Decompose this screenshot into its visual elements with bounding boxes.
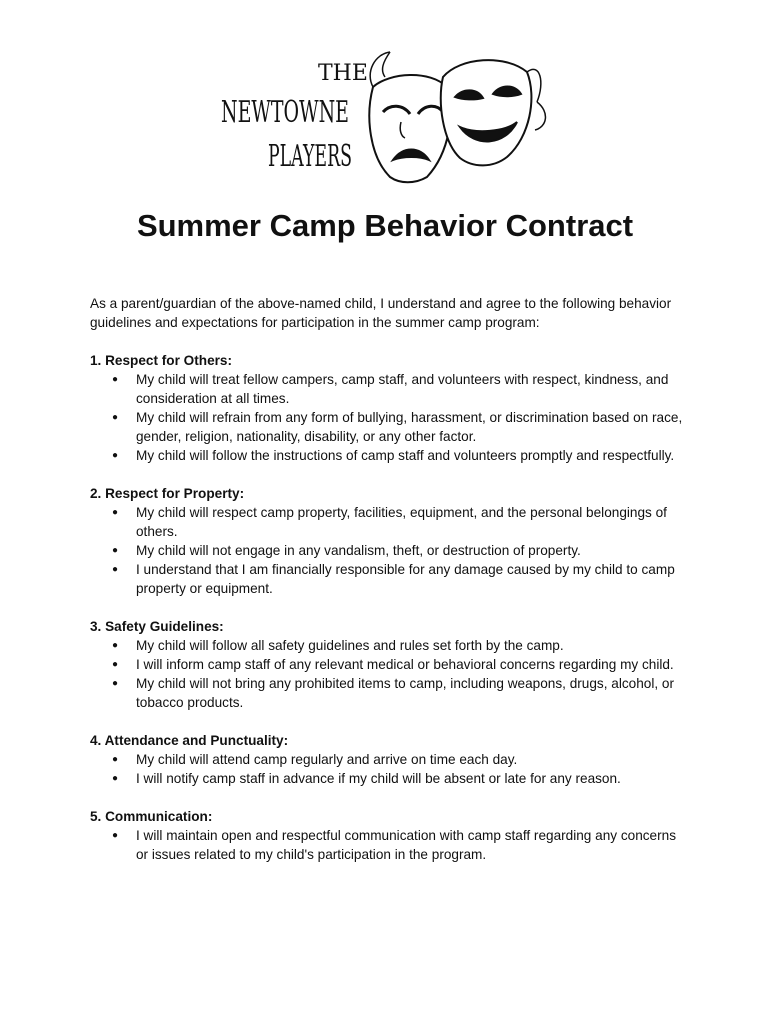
bullet-icon: ● <box>112 678 119 689</box>
list-item-text: My child will refrain from any form of bullying, harassment, or discrimination based on race, gender, religion, nationality, disability, or any other factor. <box>136 410 683 444</box>
section-attendance-punctuality <box>90 731 690 788</box>
tragedy-mask-icon <box>369 52 450 182</box>
list-item <box>90 655 690 674</box>
bullet-icon: ● <box>112 640 119 651</box>
section-heading: 2. Respect for Property: <box>90 486 245 501</box>
bullet-icon: ● <box>112 507 119 518</box>
comedy-mask-icon <box>441 60 546 165</box>
section-heading: 1. Respect for Others: <box>90 353 233 368</box>
list-item <box>90 769 690 788</box>
bullet-icon: ● <box>112 773 119 784</box>
list-item-text: My child will follow all safety guidelines and rules set forth by the camp. <box>136 638 564 653</box>
bullet-list <box>90 826 690 864</box>
list-item-text: My child will attend camp regularly and arrive on time each day. <box>136 752 518 767</box>
bullet-icon: ● <box>112 564 119 575</box>
bullet-list <box>90 503 690 598</box>
list-item <box>90 674 690 712</box>
list-item <box>90 826 690 864</box>
list-item-text: My child will not engage in any vandalism, theft, or destruction of property. <box>136 543 581 558</box>
list-item-text: My child will respect camp property, facilities, equipment, and the personal belongings of others. <box>136 505 667 539</box>
section-safety-guidelines <box>90 617 690 712</box>
list-item-text: My child will follow the instructions of camp staff and volunteers promptly and respectfully. <box>136 448 675 463</box>
bullet-icon: ● <box>112 374 119 385</box>
newtowne-players-logo <box>215 42 555 187</box>
bullet-icon: ● <box>112 830 119 841</box>
list-item-text: My child will not bring any prohibited items to camp, including weapons, drugs, alcohol, or tobacco products. <box>136 676 674 710</box>
list-item <box>90 370 690 408</box>
contract-body <box>90 294 690 883</box>
logo-text-newtowne: NEWTOWNE <box>221 95 349 130</box>
section-heading: 5. Communication: <box>90 809 213 824</box>
list-item-text: My child will treat fellow campers, camp staff, and volunteers with respect, kindness, and consideration at all times. <box>136 372 669 406</box>
list-item-text: I will maintain open and respectful communication with camp staff regarding any concerns or issues related to my child's participation in the program. <box>136 828 676 862</box>
list-item <box>90 636 690 655</box>
logo-text-players: PLAYERS <box>268 139 352 174</box>
intro-paragraph: As a parent/guardian of the above-named child, I understand and agree to the following behavior guidelines and expectations for participation in the summer camp program: <box>90 296 672 330</box>
logo-text-the: THE <box>318 61 368 86</box>
bullet-icon: ● <box>112 412 119 423</box>
list-item <box>90 503 690 541</box>
list-item <box>90 446 690 465</box>
section-respect-for-property <box>90 484 690 598</box>
section-respect-for-others <box>90 351 690 465</box>
bullet-icon: ● <box>112 545 119 556</box>
list-item <box>90 750 690 769</box>
bullet-icon: ● <box>112 450 119 461</box>
bullet-icon: ● <box>112 659 119 670</box>
logo-wordmark <box>221 61 368 174</box>
list-item <box>90 560 690 598</box>
list-item-text: I understand that I am financially responsible for any damage caused by my child to camp property or equipment. <box>136 562 675 596</box>
page-title: Summer Camp Behavior Contract <box>136 208 634 243</box>
section-heading: 4. Attendance and Punctuality: <box>90 733 289 748</box>
bullet-icon: ● <box>112 754 119 765</box>
list-item-text: I will inform camp staff of any relevant medical or behavioral concerns regarding my child. <box>136 657 674 672</box>
section-communication <box>90 807 690 864</box>
bullet-list <box>90 370 690 465</box>
list-item-text: I will notify camp staff in advance if my child will be absent or late for any reason. <box>136 771 621 786</box>
list-item <box>90 408 690 446</box>
bullet-list <box>90 750 690 788</box>
list-item <box>90 541 690 560</box>
bullet-list <box>90 636 690 712</box>
section-heading: 3. Safety Guidelines: <box>90 619 224 634</box>
